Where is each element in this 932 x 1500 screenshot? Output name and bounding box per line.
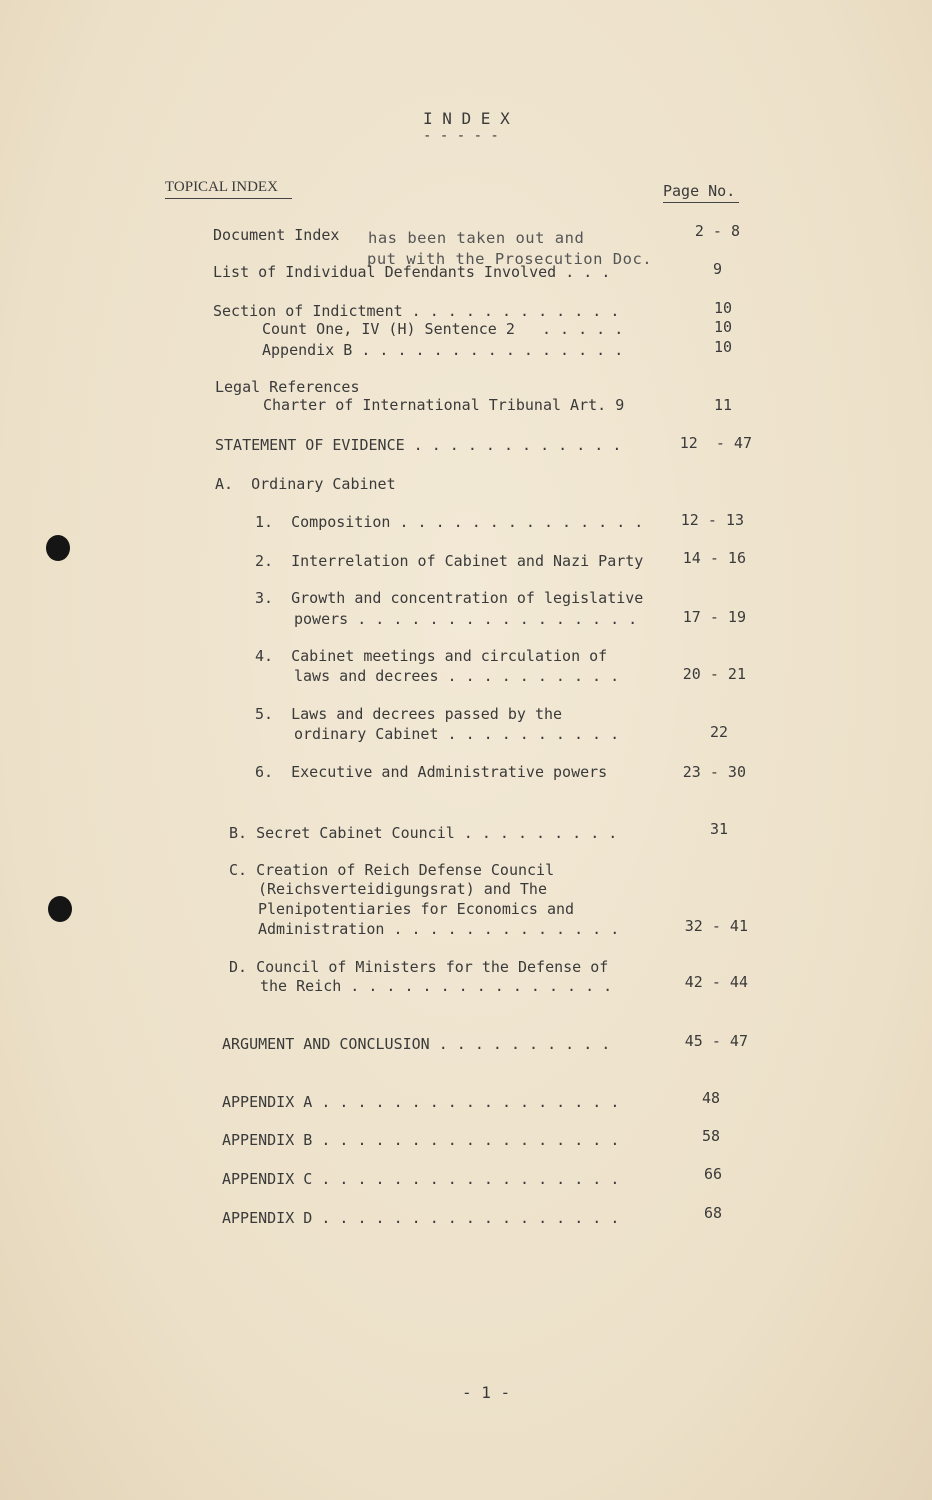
index-title: I N D E X: [423, 109, 510, 128]
entry-text: Section of Indictment . . . . . . . . . . . .: [213, 302, 620, 320]
entry-text: Charter of International Tribunal Art. 9: [263, 396, 625, 414]
overlay-note-line-1: has been taken out and: [368, 229, 585, 247]
entry-page: 2 - 8: [694, 222, 740, 240]
entry-page: 23 - 30: [682, 763, 746, 781]
entry-page: 42 - 44: [684, 973, 748, 991]
entry-text: 4. Cabinet meetings and circulation of: [255, 647, 608, 665]
entry-page: 10: [713, 338, 732, 356]
entry-text: the Reich . . . . . . . . . . . . . . .: [260, 977, 613, 995]
entry-text: ARGUMENT AND CONCLUSION . . . . . . . . . .: [222, 1035, 611, 1053]
entry-text: 6. Executive and Administrative powers: [255, 763, 608, 781]
entry-page: 48: [701, 1089, 720, 1107]
entry-text: A. Ordinary Cabinet: [215, 475, 396, 493]
index-title-underline: - - - - -: [423, 128, 499, 144]
entry-text: STATEMENT OF EVIDENCE . . . . . . . . . . . .: [215, 436, 622, 454]
entry-page: 22: [709, 723, 728, 741]
topical-index-label: TOPICAL INDEX: [165, 179, 278, 195]
entry-text: Administration . . . . . . . . . . . . .: [258, 920, 620, 938]
entry-page: 31: [709, 820, 728, 838]
entry-text: APPENDIX C . . . . . . . . . . . . . . . . .: [222, 1170, 620, 1188]
entry-page: 20 - 21: [682, 665, 746, 683]
entry-text: Legal References: [215, 378, 360, 396]
entry-text: APPENDIX A . . . . . . . . . . . . . . . . .: [222, 1093, 620, 1111]
entry-page: 12 - 47: [679, 434, 752, 452]
entry-text: Appendix B . . . . . . . . . . . . . . .: [262, 341, 624, 359]
page-no-label: Page No.: [663, 182, 736, 200]
entry-page: 10: [713, 318, 732, 336]
entry-page: 10: [713, 299, 732, 317]
entry-text: 3. Growth and concentration of legislative: [255, 589, 644, 607]
punch-hole-top: [46, 535, 70, 561]
page-number: - 1 -: [462, 1383, 511, 1402]
entry-text: APPENDIX D . . . . . . . . . . . . . . . . .: [222, 1209, 620, 1227]
entry-page: 68: [703, 1204, 722, 1222]
entry-text: ordinary Cabinet . . . . . . . . . .: [294, 725, 620, 743]
entry-text: Plenipotentiaries for Economics and: [258, 900, 575, 918]
entry-text: D. Council of Ministers for the Defense of: [229, 958, 609, 976]
entry-page: 12 - 13: [680, 511, 744, 529]
overlay-note-line-2: put with the Prosecution Doc.: [367, 250, 653, 268]
entry-page: 58: [701, 1127, 720, 1145]
entry-text: Document Index: [213, 226, 340, 244]
entry-text: 2. Interrelation of Cabinet and Nazi Party: [255, 552, 644, 570]
entry-page: 32 - 41: [684, 917, 748, 935]
topical-index-underline: [165, 198, 292, 199]
entry-text: APPENDIX B . . . . . . . . . . . . . . . . .: [222, 1131, 620, 1149]
punch-hole-bottom: [48, 896, 72, 922]
entry-text: 1. Composition . . . . . . . . . . . . . .: [255, 513, 644, 531]
entry-page: 45 - 47: [684, 1032, 748, 1050]
entry-page: 66: [703, 1165, 722, 1183]
entry-text: 5. Laws and decrees passed by the: [255, 705, 563, 723]
entry-text: B. Secret Cabinet Council . . . . . . . . .: [229, 824, 618, 842]
entry-page: 17 - 19: [682, 608, 746, 626]
entry-page: 11: [713, 396, 732, 414]
entry-text: laws and decrees . . . . . . . . . .: [294, 667, 620, 685]
entry-text: (Reichsverteidigungsrat) and The: [258, 880, 547, 898]
entry-text: powers . . . . . . . . . . . . . . . .: [294, 610, 638, 628]
entry-text: List of Individual Defendants Involved . . .: [213, 263, 611, 281]
entry-page: 9: [712, 260, 722, 278]
page-no-underline: [663, 202, 739, 203]
entry-text: C. Creation of Reich Defense Council: [229, 861, 555, 879]
entry-page: 14 - 16: [682, 549, 746, 567]
entry-text: Count One, IV (H) Sentence 2 . . . . .: [262, 320, 624, 338]
